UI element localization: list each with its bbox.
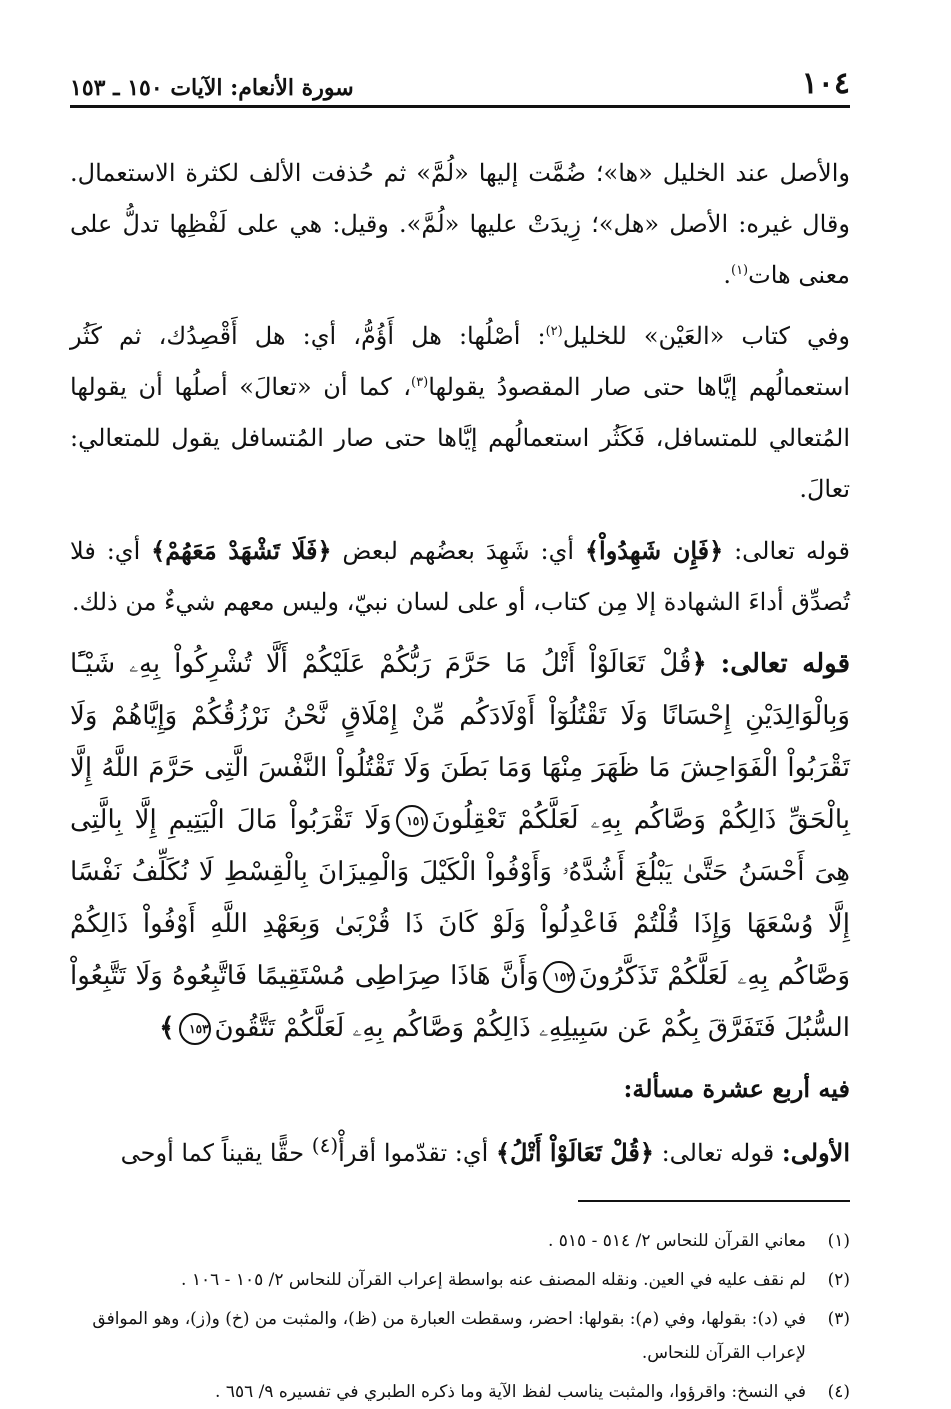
ayah-number-152: ١٥٢ bbox=[543, 961, 575, 993]
footnote-ref-3: (٣) bbox=[411, 375, 429, 390]
footnote-text: معاني القرآن للنحاس ٢/ ٥١٤ - ٥١٥ . bbox=[547, 1231, 806, 1251]
first-issue-text-b: أي: تقدّموا أقرأْ bbox=[338, 1139, 496, 1167]
paragraph-3-text-b: أي: شَهِدَ بعضُهم لبعض bbox=[331, 537, 585, 565]
paragraph-2 bbox=[70, 311, 850, 515]
first-issue-label: الأولى: bbox=[781, 1138, 850, 1167]
first-issue-text-c: حقًّا يقيناً كما أوحى bbox=[120, 1139, 312, 1167]
footnote-text: لم نقف عليه في العين. ونقله المصنف عنه بواسطة إعراب القرآن للنحاس ٢/ ١٠٥ - ١٠٦ . bbox=[181, 1270, 806, 1290]
first-issue-quote: ﴿قُلْ تَعَالَوْاْ أَتْلُ﴾ bbox=[495, 1138, 654, 1167]
footnote-3 bbox=[70, 1302, 850, 1370]
paragraph-2-text-b: : أصْلُها: هل أَؤُمُّ، أي: هل أَقْصِدُك، ثم كَثُر استعمالُهم إيَّاها حتى صار المقصودُ يقولها bbox=[70, 322, 850, 401]
footnote-ref-2: (٢) bbox=[545, 324, 563, 339]
verse-part-3: وَأَنَّ هَاذَا صِرَاطِى مُسْتَقِيمًا فَاتَّبِعُوهُ وَلَا تَتَّبِعُواْ السُّبُلَ فَتَفَرَّقَ بِكُمْ عَن سَبِيلِهِۦ ذَالِكُمْ وَصَّاكُم بِهِۦ لَعَلَّكُمْ تَتَّقُونَ bbox=[70, 961, 850, 1043]
paragraph-1-end: . bbox=[723, 261, 731, 289]
footnote-1 bbox=[70, 1224, 850, 1258]
quran-quote-1: ﴿فَإِن شَهِدُواْ﴾ bbox=[584, 536, 724, 565]
verse-block bbox=[70, 638, 850, 1054]
footnote-divider bbox=[578, 1200, 850, 1202]
running-title: سورة الأنعام: الآيات ١٥٠ ـ ١٥٣ bbox=[70, 75, 354, 101]
paragraph-3 bbox=[70, 525, 850, 628]
ayah-number-151: ١٥١ bbox=[396, 805, 428, 837]
verse-lead: قوله تعالى: bbox=[720, 649, 851, 679]
page-number: ١٠٤ bbox=[801, 66, 850, 101]
footnote-number: (٤) bbox=[827, 1382, 850, 1402]
section-title: فيه أربع عشرة مسألة: bbox=[623, 1074, 850, 1103]
footnote-text: في النسخ: واقرؤوا، والمثبت يناسب لفظ الآية وما ذكره الطبري في تفسيره ٩/ ٦٥٦ . bbox=[215, 1382, 806, 1402]
first-issue bbox=[70, 1120, 850, 1178]
first-issue-text-a: قوله تعالى: bbox=[653, 1139, 782, 1167]
footnote-number: (٣) bbox=[827, 1309, 850, 1329]
footnote-2 bbox=[70, 1263, 850, 1297]
footnote-ref-4: (٤) bbox=[311, 1133, 339, 1157]
ayah-number-153: ١٥٣ bbox=[179, 1013, 211, 1045]
footnote-4 bbox=[70, 1375, 850, 1409]
verse-close-brace: ﴾ bbox=[159, 1013, 175, 1043]
footnote-number: (١) bbox=[827, 1231, 850, 1251]
paragraph-3-text-c: أي: فلا تُصدِّق أداءَ الشهادة إلا مِن كتاب، أو على لسان نبيّ، وليس معهم شيءٌ من ذلك. bbox=[70, 537, 850, 616]
paragraph-2-text-c: ، كما أن «تعالَ» أصلُها أن يقولها المُتعالي للمتسافل، فَكَثُر استعمالُهم إيَّاها حتى صار المُتسافل يقول للمتعالي: تعالَ. bbox=[70, 373, 850, 503]
footnotes bbox=[70, 1224, 850, 1409]
paragraph-3-text-a: قوله تعالى: bbox=[723, 537, 851, 565]
paragraph-1 bbox=[70, 148, 850, 301]
quran-quote-2: ﴿فَلَا تَشْهَدْ مَعَهُمْ﴾ bbox=[151, 536, 332, 565]
page-body bbox=[70, 148, 850, 1409]
verse-open-brace: ﴿ bbox=[691, 649, 707, 679]
book-page bbox=[70, 60, 851, 1402]
verse-part-1: قُلْ تَعَالَوْاْ أَتْلُ مَا حَرَّمَ رَبُّكُمْ عَلَيْكُمْ أَلَّا تُشْرِكُواْ بِهِۦ شَيْـًٔا وَبِالْوَالِدَيْنِ إِحْسَانًا وَلَا تَقْتُلُوٓاْ أَوْلَادَكُم مِّنْ إِمْلَاقٍ نَّحْنُ نَرْزُقُكُمْ وَإِيَّاهُمْ وَلَا تَقْرَبُواْ الْفَوَاحِشَ مَا ظَهَرَ مِنْهَا وَمَا بَطَنَ وَلَا تَقْتُلُواْ النَّفْسَ الَّتِى حَرَّمَ اللَّهُ إِلَّا بِالْحَقِّ ذَالِكُمْ وَصَّاكُم بِهِۦ لَعَلَّكُمْ تَعْقِلُونَ bbox=[70, 649, 850, 835]
page-header bbox=[70, 60, 850, 108]
footnote-number: (٢) bbox=[827, 1270, 850, 1290]
paragraph-2-text-a: وفي كتاب «العَيْن» للخليل bbox=[562, 322, 851, 350]
verse-part-2: وَلَا تَقْرَبُواْ مَالَ الْيَتِيمِ إِلَّا بِالَّتِى هِىَ أَحْسَنُ حَتَّىٰ يَبْلُغَ أَشُدَّهُۥ وَأَوْفُواْ الْكَيْلَ وَالْمِيزَانَ بِالْقِسْطِ لَا نُكَلِّفُ نَفْسًا إِلَّا وُسْعَهَا وَإِذَا قُلْتُمْ فَاعْدِلُواْ وَلَوْ كَانَ ذَا قُرْبَىٰ وَبِعَهْدِ اللَّهِ أَوْفُواْ ذَالِكُمْ وَصَّاكُم بِهِۦ لَعَلَّكُمْ تَذَكَّرُونَ bbox=[70, 805, 850, 991]
footnote-ref-1: (١) bbox=[730, 263, 749, 278]
paragraph-1-text: والأصل عند الخليل «ها»؛ ضُمَّت إليها «لُمَّ» ثم حُذفت الألف لكثرة الاستعمال. وقال غيره: الأصل «هل»؛ زِيدَتْ عليها «لُمَّ». وقيل: هي على لَفْظِها تدلُّ على معنى هات bbox=[70, 159, 850, 289]
footnote-text: في (د): بقولها، وفي (م): بقولها: احضر، وسقطت العبارة من (ظ)، والمثبت من (خ) و(ز)، وهو الموافق لإعراب القرآن للنحاس. bbox=[92, 1309, 806, 1363]
